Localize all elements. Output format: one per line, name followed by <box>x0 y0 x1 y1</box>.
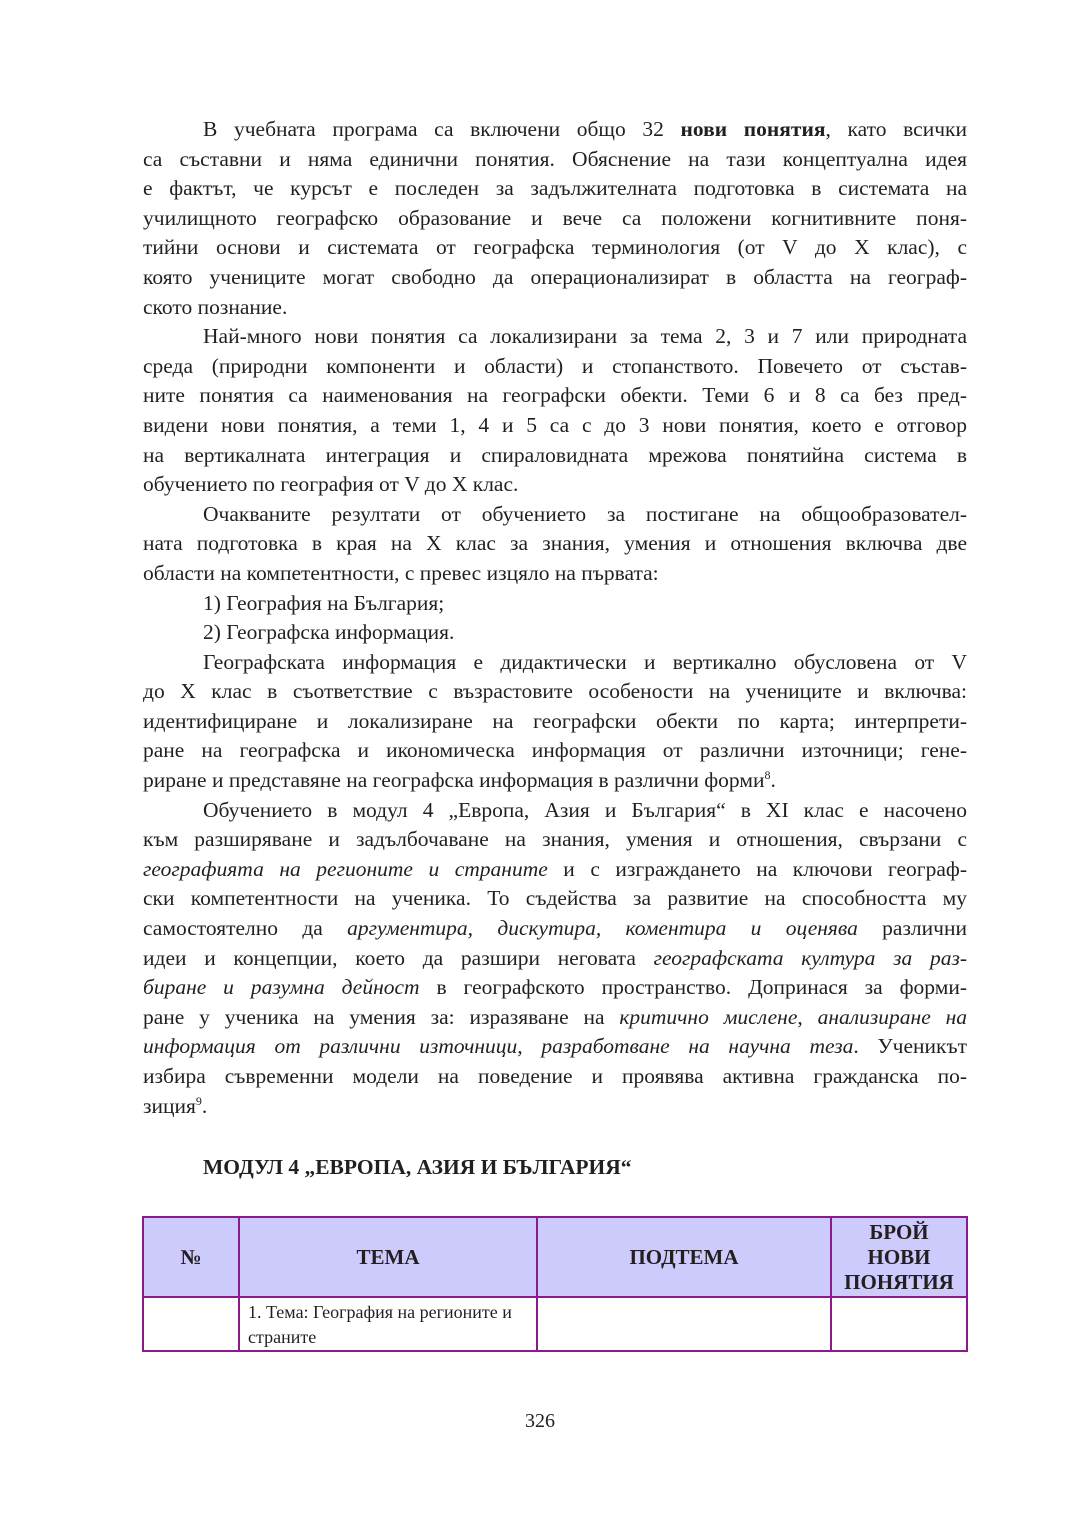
text-segment: . <box>770 768 776 793</box>
text-segment: е фактът, че курсът е последен за задължителната подготовка в системата на <box>143 176 967 201</box>
text-line <box>143 677 967 707</box>
text-line <box>143 352 967 382</box>
text-line <box>143 648 967 678</box>
paragraph <box>143 618 967 648</box>
module-table <box>142 1216 968 1352</box>
footnote-ref: 8 <box>764 767 771 782</box>
header-topic: ТЕМА <box>239 1217 537 1297</box>
text-segment: зиция <box>143 1093 196 1118</box>
bold-text: нови понятия <box>680 117 826 141</box>
paragraph <box>143 796 967 1122</box>
text-line <box>143 796 967 826</box>
text-line <box>143 441 967 471</box>
text-line <box>143 973 967 1003</box>
text-segment: тийни основи и системата от географска терминология (от V до X клас), с <box>143 235 967 260</box>
text-segment: . <box>201 1093 208 1118</box>
section-heading: МОДУЛ 4 „ЕВРОПА, АЗИЯ И БЪЛГАРИЯ“ <box>203 1155 632 1179</box>
text-line <box>143 1032 967 1062</box>
text-segment: ското познание. <box>143 294 288 319</box>
text-segment: риране и представяне на географска информация в различни форми <box>143 768 765 793</box>
italic-text: информация от различни източници, разработване на научна теза <box>143 1034 854 1059</box>
text-segment: ски компетентности на ученика. То съдейства за развитие на способността му <box>143 886 967 911</box>
text-line <box>143 1003 967 1033</box>
text-line <box>143 914 967 944</box>
text-segment: в географското пространство. Допринася за форми- <box>419 975 967 1000</box>
cell-topic: 1. Тема: География на регионите и страните <box>239 1297 537 1351</box>
text-line <box>143 707 967 737</box>
text-line <box>143 736 967 766</box>
italic-text: географската култура за раз- <box>653 945 967 970</box>
text-segment: В учебната програма са включени общо 32 <box>203 117 681 141</box>
text-segment: среда (природни компоненти и области) и стопанството. Повечето от състав- <box>143 353 967 378</box>
paragraph <box>143 322 967 500</box>
italic-text: критично мислене <box>619 1004 798 1029</box>
text-line <box>143 589 967 619</box>
text-segment: идеи и концепции, което да разшири неговата <box>143 945 654 970</box>
text-segment: самостоятелно да <box>143 916 348 941</box>
text-segment: и с изграждането на ключови географ- <box>547 856 967 881</box>
text-segment: ране на географска и икономическа информация от различни източници; гене- <box>143 738 967 763</box>
text-line <box>143 381 967 411</box>
text-segment: Обучението в модул 4 „Европа, Азия и България“ в XI клас е насочено <box>203 797 967 822</box>
text-line <box>143 855 967 885</box>
cell-number <box>143 1297 239 1351</box>
text-line <box>143 766 967 796</box>
text-line <box>143 174 967 204</box>
text-line <box>143 1092 967 1122</box>
text-line <box>143 529 967 559</box>
body-text <box>143 115 967 1121</box>
table-row <box>143 1297 967 1351</box>
text-line <box>143 233 967 263</box>
header-number: № <box>143 1217 239 1297</box>
text-segment: различни <box>857 916 967 941</box>
italic-text: биране и разумна дейност <box>143 975 420 1000</box>
cell-count <box>831 1297 967 1351</box>
text-line <box>143 293 967 323</box>
text-segment: избира съвременни модели на поведение и проявява активна гражданска по- <box>143 1064 967 1088</box>
text-segment: видени нови понятия, а теми 1, 4 и 5 са с до 3 нови понятия, което е отговор <box>143 412 967 437</box>
header-new-concepts-count: БРОЙ НОВИ ПОНЯТИЯ <box>831 1217 967 1297</box>
text-segment: която учениците могат свободно да операционализират в областта на географ- <box>143 264 967 289</box>
paragraph <box>143 500 967 589</box>
text-segment: до X клас в съответствие с възрастовите особености на учениците и включва: <box>143 679 967 704</box>
text-segment: Географската информация е дидактически и вертикално обусловена от V <box>203 649 967 674</box>
text-line <box>143 559 967 589</box>
text-segment: са съставни и няма единични понятия. Обяснение на тази концептуална идея <box>143 146 967 171</box>
text-line <box>143 263 967 293</box>
italic-text: анализиране на <box>817 1004 967 1029</box>
text-segment: ните понятия са наименования на географски обекти. Теми 6 и 8 са без пред- <box>143 383 967 408</box>
text-segment: области на компетентности, с превес изцяло на първата: <box>143 560 659 585</box>
text-line <box>143 884 967 914</box>
paragraph <box>143 589 967 619</box>
paragraph <box>143 115 967 322</box>
text-line <box>143 322 967 352</box>
text-line <box>143 115 967 145</box>
text-line <box>143 204 967 234</box>
text-segment: , <box>797 1004 818 1029</box>
page-number: 326 <box>525 1410 555 1432</box>
text-line <box>143 145 967 175</box>
text-line <box>143 1062 967 1092</box>
text-segment: , като всички <box>825 117 967 141</box>
text-segment: ране у ученика на умения за: изразяване на <box>143 1004 620 1029</box>
text-segment: идентифициране и локализиране на географски обекти по карта; интерпрети- <box>143 708 967 733</box>
text-line <box>143 470 967 500</box>
text-segment: 1) География на България; <box>203 590 445 615</box>
text-segment: училищното географско образование и вече са положени когнитивните поня- <box>143 205 967 230</box>
text-segment: ната подготовка в края на X клас за знания, умения и отношения включва две <box>143 531 967 556</box>
text-segment: на вертикалната интеграция и спираловидната мрежова понятийна система в <box>143 442 967 467</box>
text-line <box>143 944 967 974</box>
text-segment: обучението по география от V до X клас. <box>143 472 519 497</box>
text-segment: Най-много нови понятия са локализирани за тема 2, 3 и 7 или природната <box>203 324 967 349</box>
text-line <box>143 411 967 441</box>
header-subtopic: ПОДТЕМА <box>537 1217 831 1297</box>
text-line <box>143 500 967 530</box>
footnote-ref: 9 <box>195 1093 202 1108</box>
text-line <box>143 825 967 855</box>
text-line <box>143 618 967 648</box>
text-segment: 2) Географска информация. <box>203 620 455 645</box>
italic-text: географията на регионите и страните <box>143 856 548 881</box>
text-segment: Очакваните резултати от обучението за постигане на общообразовател- <box>203 501 967 526</box>
text-segment: . Ученикът <box>853 1034 967 1059</box>
paragraph <box>143 648 967 796</box>
text-segment: към разширяване и задълбочаване на знания, умения и отношения, свързани с <box>143 827 967 852</box>
table-header-row <box>143 1217 967 1297</box>
italic-text: аргументира, дискутира, коментира и оценява <box>347 916 858 941</box>
cell-subtopic <box>537 1297 831 1351</box>
